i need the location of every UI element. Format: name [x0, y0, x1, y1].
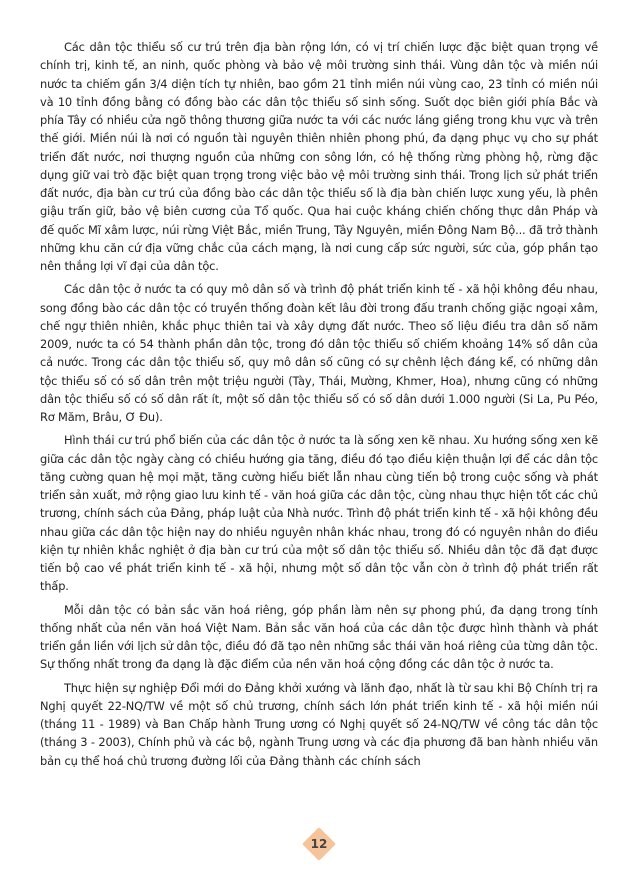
paragraph: Các dân tộc ở nước ta có quy mô dân số và trình độ phát triển kinh tế - xã hội không đều nhau, song đồng bào các dân tộc có truyền thống đoàn kết lâu đời trong đấu tranh chống giặc ngoại xâm, chế ngự thiên nhiên, khắc phục thiên tai và xây dựng đất nước. Theo số liệu điều tra dân số năm 2009, nước ta có 54 thành phần dân tộc, trong đó dân tộc thiểu số chiếm khoảng 14% số dân của cả nước. Trong các dân tộc thiểu số, quy mô dân số cũng có sự chênh lệch đáng kể, có những dân tộc thiểu số có số dân trên một triệu người (Tày, Thái, Mường, Khmer, Hoa), nhưng cũng có những dân tộc thiểu số có số dân rất ít, một số dân tộc thiểu số có số dân dưới 1.000 người (Si La, Pu Péo, Rơ Măm, Brâu, Ơ Đu). [40, 282, 598, 424]
paragraph: Hình thái cư trú phổ biến của các dân tộc ở nước ta là sống xen kẽ nhau. Xu hướng sống xen kẽ giữa các dân tộc ngày càng có chiều hướng gia tăng, điều đó tạo điều kiện thuận lợi để các dân tộc tăng cường quan hệ mọi mặt, tăng cường hiểu biết lẫn nhau cùng tiến bộ trong cuộc sống và phát triển sản xuất, mở rộng giao lưu kinh tế - văn hoá giữa các dân tộc, cùng nhau thực hiện tốt các chủ trương, chính sách của Đảng, pháp luật của Nhà nước. Trình độ phát triển kinh tế - xã hội không đều nhau giữa các dân tộc hiện nay do nhiều nguyên nhân khác nhau, trong đó có nguyên nhân do điều kiện tự nhiên khắc nghiệt ở địa bàn cư trú của một số dân tộc thiểu số. Nhiều dân tộc đã đạt được tiến bộ cao về phát triển kinh tế - xã hội, nhưng một số dân tộc vẫn còn ở trình độ phát triển rất thấp. [40, 433, 598, 594]
paragraph: Thực hiện sự nghiệp Đổi mới do Đảng khởi xướng và lãnh đạo, nhất là từ sau khi Bộ Chính trị ra Nghị quyết 22-NQ/TW về một số chủ trương, chính sách lớn phát triển kinh tế - xã hội miền núi (tháng 11 - 1989) và Ban Chấp hành Trung ương có Nghị quyết số 24-NQ/TW về công tác dân tộc (tháng 3 - 2003), Chính phủ và các bộ, ngành Trung ương và các địa phương đã ban hành nhiều văn bản cụ thể hoá chủ trương đường lối của Đảng thành các chính sách [40, 680, 598, 768]
paragraph: Các dân tộc thiểu số cư trú trên địa bàn rộng lớn, có vị trí chiến lược đặc biệt quan trọng về chính trị, kinh tế, an ninh, quốc phòng và bảo vệ môi trường sinh thái. Vùng dân tộc và miền núi nước ta chiếm gần 3/4 diện tích tự nhiên, bao gồm 21 tỉnh miền núi vùng cao, 23 tỉnh có miền núi và 10 tỉnh đồng bằng có đồng bào các dân tộc thiểu số sinh sống. Suốt dọc biên giới phía Bắc và phía Tây có nhiều cửa ngõ thông thương giữa nước ta với các nước láng giềng trong khu vực và trên thế giới. Miền núi là nơi có nguồn tài nguyên thiên nhiên phong phú, đa dạng phục vụ cho sự phát triển đất nước, nơi thượng nguồn của những con sông lớn, có hệ thống rừng phòng hộ, rừng đặc dụng giữ vai trò đặc biệt quan trọng trong việc bảo vệ môi trường sinh thái. Trong lịch sử phát triển đất nước, địa bàn cư trú của đồng bào các dân tộc thiểu số là địa bàn chiến lược xung yếu, là phên giậu trấn giữ, bảo vệ biên cương của Tổ quốc. Qua hai cuộc kháng chiến chống thực dân Pháp và đế quốc Mĩ xâm lược, núi rừng Việt Bắc, miền Trung, Tây Nguyên, miền Đông Nam Bộ... đã trở thành những khu căn cứ địa vững chắc của cách mạng, là nơi cung cấp sức người, sức của, góp phần tạo nên thắng lợi vĩ đại của dân tộc. [40, 40, 598, 273]
page-number-badge [304, 829, 334, 859]
page-number: 12 [310, 837, 328, 851]
document-body [40, 38, 598, 775]
paragraph: Mỗi dân tộc có bản sắc văn hoá riêng, góp phần làm nên sự phong phú, đa dạng trong tính thống nhất của nền văn hoá Việt Nam. Bản sắc văn hoá của các dân tộc được hình thành và phát triển gắn liền với lịch sử dân tộc, điều đó đã tạo nên những sắc thái văn hoá riêng của từng dân tộc. Sự thống nhất trong đa dạng là đặc điểm của nền văn hoá cộng đồng các dân tộc ở nước ta. [40, 602, 598, 672]
